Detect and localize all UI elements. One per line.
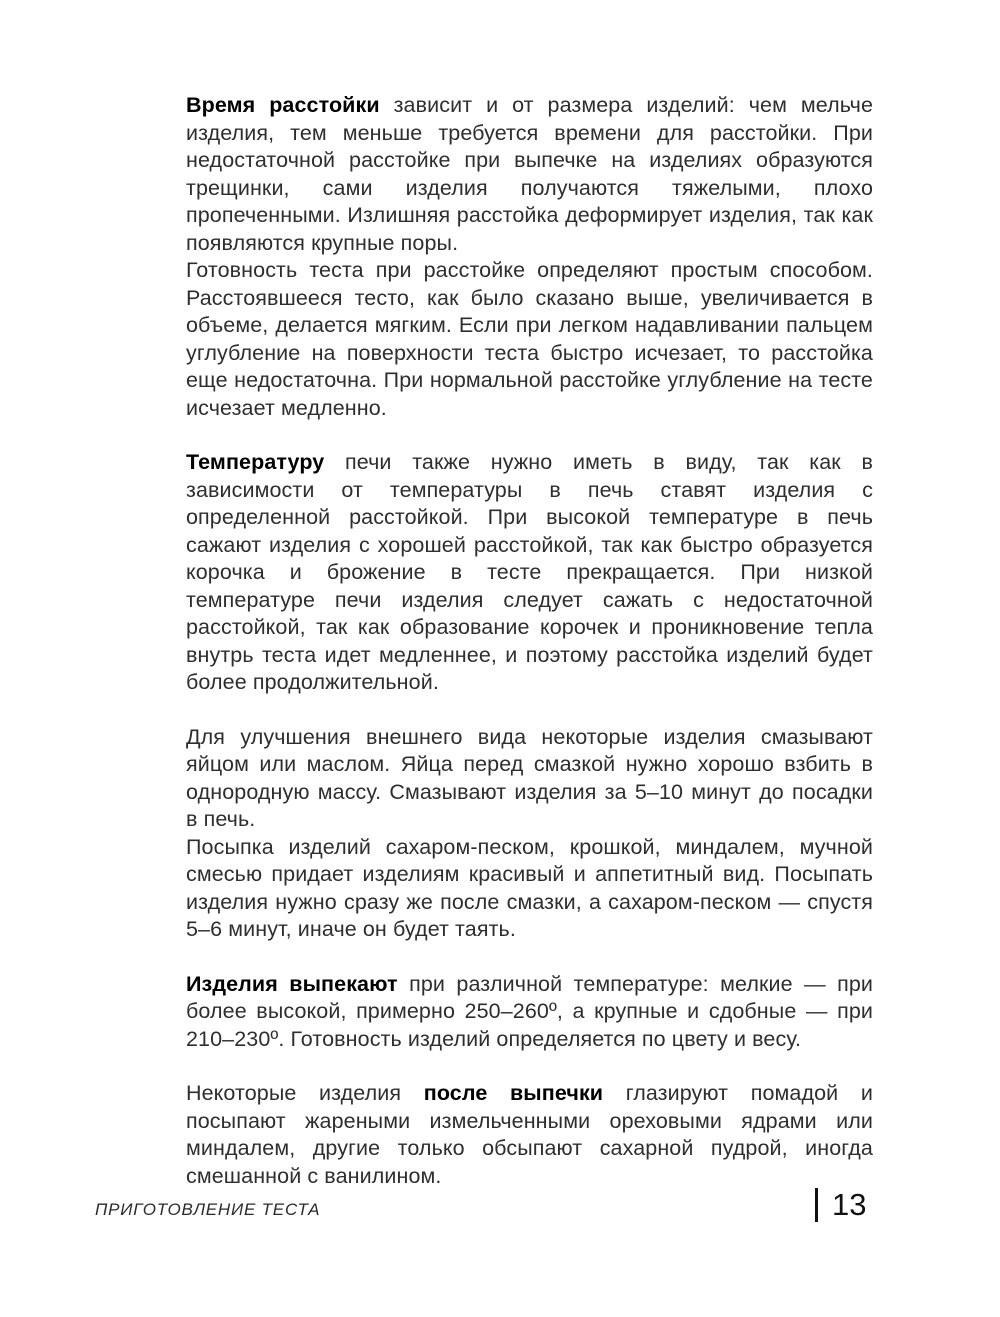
paragraph-text: зависит и от размера изделий: чем мельче изделия, тем меньше требуется времени для расстойки. При недостаточной расстойке при выпечке на изделиях образуются трещинки, сами изделия получаются тяжелыми, плохо пропеченными. Излишняя расстойка деформирует изделия, так как появляются крупные поры. — [186, 93, 873, 255]
paragraph-text: Некоторые изделия — [186, 1081, 424, 1105]
paragraph — [186, 449, 873, 697]
paragraph-lead-bold: Изделия выпекают — [186, 971, 398, 996]
paragraph — [186, 834, 873, 944]
page-body-text — [186, 92, 873, 1190]
page-number-divider — [815, 1188, 818, 1222]
paragraph — [186, 92, 873, 257]
paragraph-text: Готовность теста при расстойке определяют простым способом. Расстоявшееся тесто, как было сказано выше, увеличивается в объеме, делается мягким. Если при легком надавливании пальцем углубление на поверхности теста быстро исчезает, то расстойка еще недостаточна. При нормальной расстойке углубление на тесте исчезает медленно. — [186, 258, 873, 420]
paragraph-lead-bold: Температуру — [186, 450, 325, 474]
page-number-block — [815, 1188, 866, 1222]
paragraph-text: при различной температуре: мелкие — при более высокой, примерно 250–260º, а крупные и сдобные — при 210–230º. Готовность изделий определяется по цвету и весу. — [186, 971, 873, 1051]
paragraph-lead-bold: Время расстойки — [186, 93, 380, 117]
paragraph-text: глазируют помадой и посыпают жареными измельченными ореховыми ядрами или миндалем, другие только обсыпают сахарной пудрой, иногда смешанной с ванилином. — [186, 1081, 873, 1188]
paragraph-text: печи также нужно иметь в виду, так как в зависимости от температуры в печь ставят изделия с определенной расстойкой. При высокой температуре в печь сажают изделия с хорошей расстойкой, так как быстро образуется корочка и брожение в тесте прекращается. При низкой температуре печи изделия следует сажать с недостаточной расстойкой, так как образование корочек и проникновение тепла внутрь теста идет медленнее, и поэтому расстойка изделий будет более продолжительной. — [186, 450, 873, 694]
running-title: ПРИГОТОВЛЕНИЕ ТЕСТА — [95, 1200, 321, 1219]
paragraph — [186, 1080, 873, 1190]
page-number: 13 — [832, 1187, 867, 1222]
paragraph-lead-bold: после выпечки — [423, 1081, 604, 1105]
paragraph — [186, 724, 873, 834]
paragraph — [186, 971, 873, 1054]
paragraph-text: Для улучшения внешнего вида некоторые изделия смазывают яйцом или маслом. Яйца перед смазкой нужно хорошо взбить в однородную массу. Смазывают изделия за 5–10 минут до посадки в печь. — [186, 724, 873, 831]
paragraph-text: Посыпка изделий сахаром-песком, крошкой, миндалем, мучной смесью придает изделиям красивый и аппетитный вид. Посыпать изделия нужно сразу же после смазки, а сахаром-песком — спустя 5–6 минут, иначе он будет таять. — [186, 834, 873, 941]
paragraph — [186, 257, 873, 422]
